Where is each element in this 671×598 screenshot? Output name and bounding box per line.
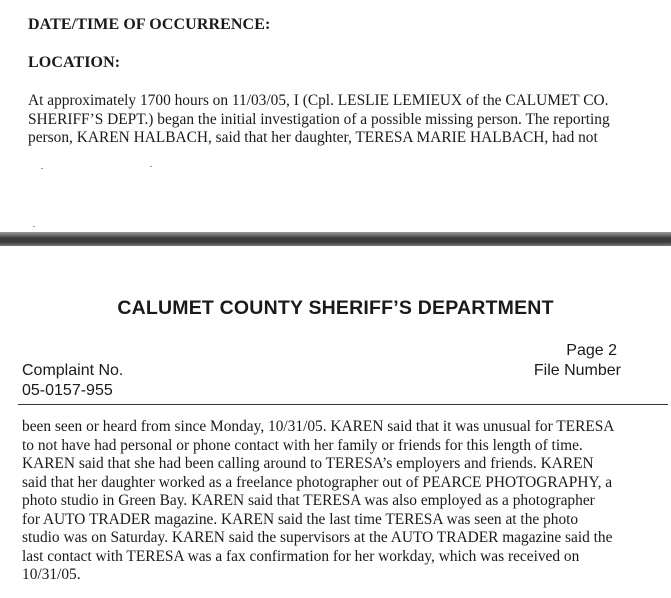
location-label: LOCATION:	[28, 54, 121, 71]
scan-speck	[33, 226, 35, 227]
scan-speck	[150, 166, 152, 167]
date-time-label: DATE/TIME OF OCCURRENCE:	[28, 16, 271, 33]
department-title: CALUMET COUNTY SHERIFF’S DEPARTMENT	[117, 297, 554, 319]
file-number-label: File Number	[533, 362, 621, 379]
complaint-number-value: 05-0157-955	[22, 382, 113, 399]
header-rule	[18, 404, 668, 405]
page-divider	[0, 232, 671, 246]
narrative-paragraph-page-1: At approximately 1700 hours on 11/03/05, I (Cpl. LESLIE LEMIEUX of the CALUMET CO. SHERIFF’S DEPT.) began the initial investigation of a possible missing person. The reporting person, KAREN HALBACH, said that her daughter, TERESA MARIE HALBACH, had not	[28, 92, 610, 146]
document-page-1	[0, 0, 671, 232]
narrative-paragraph-page-2: been seen or heard from since Monday, 10/31/05. KAREN said that it was unusual for TERESA to not have had personal or phone contact with her family or friends for this length of time. KAREN said that she had been calling around to TERESA’s employers and friends. KAREN said that her daughter worked as a freelance photographer out of PEARCE PHOTOGRAPHY, a photo studio in Green Bay. KAREN said that TERESA was also employed as a photographer for AUTO TRADER magazine. KAREN said the last time TERESA was seen at the photo studio was on Saturday. KAREN said the supervisors at the AUTO TRADER magazine said the last contact with TERESA was a fax confirmation for her workday, which was received on 10/31/05.	[22, 418, 615, 583]
document-page-2	[0, 246, 671, 598]
page-number: Page 2	[566, 342, 617, 359]
scan-speck	[41, 168, 43, 169]
complaint-number-label: Complaint No.	[22, 362, 124, 379]
